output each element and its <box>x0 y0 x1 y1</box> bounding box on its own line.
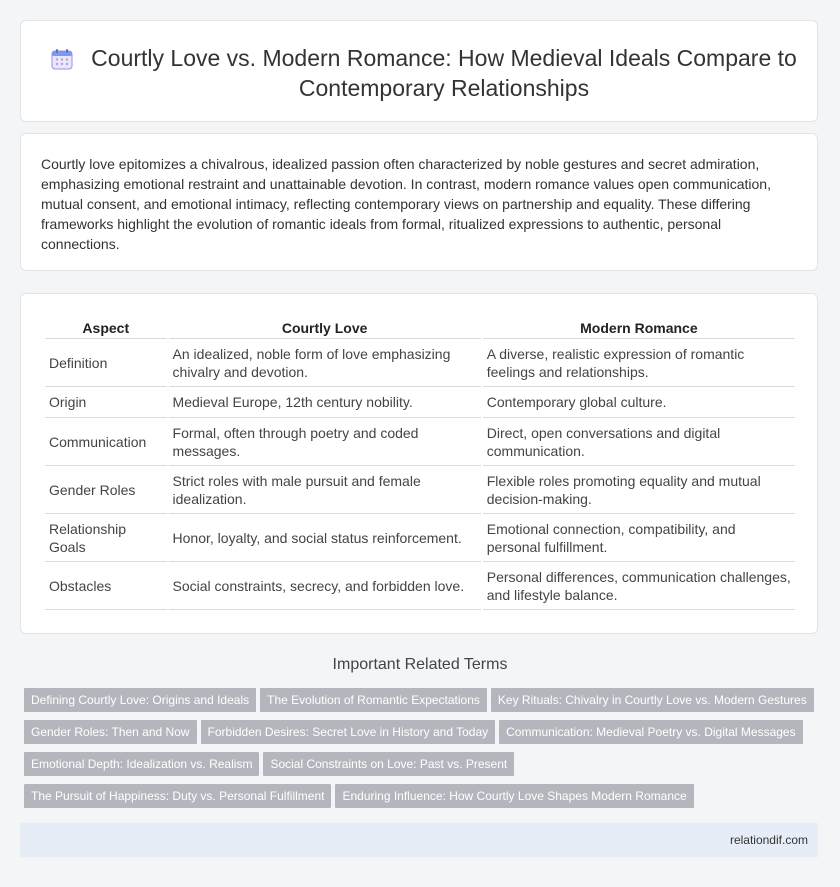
intro-paragraph: Courtly love epitomizes a chivalrous, idealized passion often characterized by noble gestures and secret admiration, emphasizing emotional restraint and unattainable devotion. In contrast, modern romance values open communication, mutual consent, and emotional intimacy, reflecting contemporary views on partnership and equality. These differing frameworks highlight the evolution of romantic ideals from formal, ritualized expressions to authentic, personal connections. <box>41 156 771 252</box>
row-modern: A diverse, realistic expression of romantic feelings and relationships. <box>483 339 795 387</box>
row-modern: Contemporary global culture. <box>483 387 795 418</box>
related-terms-list <box>24 688 820 816</box>
related-term-tag[interactable]: Forbidden Desires: Secret Love in History and Today <box>201 720 496 744</box>
related-term-tag[interactable]: Defining Courtly Love: Origins and Ideals <box>24 688 256 712</box>
row-courtly: Medieval Europe, 12th century nobility. <box>169 387 481 418</box>
page-title: Courtly Love vs. Modern Romance: How Medieval Ideals Compare to Contemporary Relationships <box>91 45 797 101</box>
row-courtly: Strict roles with male pursuit and female idealization. <box>169 466 481 514</box>
calendar-icon <box>51 48 73 70</box>
row-aspect: Communication <box>45 418 167 466</box>
related-term-tag[interactable]: The Evolution of Romantic Expectations <box>260 688 487 712</box>
row-aspect: Obstacles <box>45 562 167 610</box>
title-card <box>20 20 818 122</box>
table-header-row <box>45 316 795 339</box>
row-aspect: Definition <box>45 339 167 387</box>
table-row <box>45 466 795 514</box>
related-term-tag[interactable]: Social Constraints on Love: Past vs. Present <box>263 752 514 776</box>
table-row <box>45 562 795 610</box>
table-row <box>45 418 795 466</box>
related-term-tag[interactable]: Enduring Influence: How Courtly Love Shapes Modern Romance <box>335 784 693 808</box>
row-aspect: Relationship Goals <box>45 514 167 562</box>
row-modern: Emotional connection, compatibility, and personal fulfillment. <box>483 514 795 562</box>
table-row <box>45 339 795 387</box>
related-term-tag[interactable]: Communication: Medieval Poetry vs. Digital Messages <box>499 720 802 744</box>
site-name[interactable]: relationdif.com <box>729 833 808 847</box>
header-aspect: Aspect <box>45 316 167 339</box>
row-modern: Direct, open conversations and digital communication. <box>483 418 795 466</box>
header-modern-romance: Modern Romance <box>483 316 795 339</box>
row-courtly: Honor, loyalty, and social status reinforcement. <box>169 514 481 562</box>
comparison-card <box>20 293 818 634</box>
table-row <box>45 514 795 562</box>
footer <box>20 823 818 857</box>
related-term-tag[interactable]: Emotional Depth: Idealization vs. Realism <box>24 752 259 776</box>
row-courtly: Formal, often through poetry and coded messages. <box>169 418 481 466</box>
related-term-tag[interactable]: Key Rituals: Chivalry in Courtly Love vs. Modern Gestures <box>491 688 814 712</box>
header-courtly-love: Courtly Love <box>169 316 481 339</box>
row-aspect: Gender Roles <box>45 466 167 514</box>
row-aspect: Origin <box>45 387 167 418</box>
comparison-table <box>43 316 797 610</box>
intro-card <box>20 133 818 271</box>
row-modern: Personal differences, communication challenges, and lifestyle balance. <box>483 562 795 610</box>
related-term-tag[interactable]: Gender Roles: Then and Now <box>24 720 197 744</box>
table-row <box>45 387 795 418</box>
related-terms-heading: Important Related Terms <box>332 656 508 673</box>
row-modern: Flexible roles promoting equality and mutual decision-making. <box>483 466 795 514</box>
row-courtly: An idealized, noble form of love emphasizing chivalry and devotion. <box>169 339 481 387</box>
related-term-tag[interactable]: The Pursuit of Happiness: Duty vs. Personal Fulfillment <box>24 784 331 808</box>
row-courtly: Social constraints, secrecy, and forbidden love. <box>169 562 481 610</box>
